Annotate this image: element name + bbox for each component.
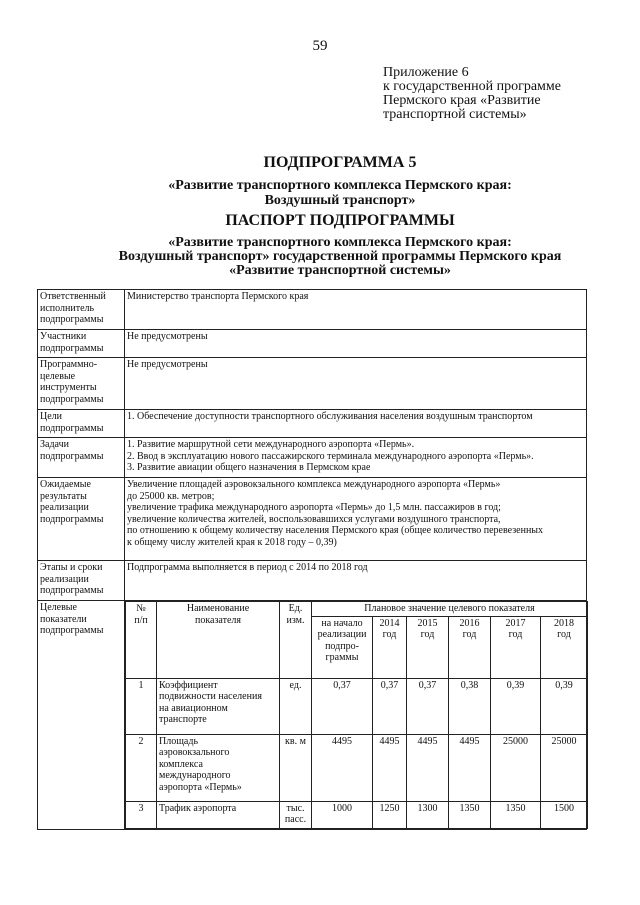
- indicators-table: [125, 601, 588, 829]
- header-plan: Плановое значение целевого показателя: [312, 602, 588, 617]
- header-num: [126, 602, 157, 679]
- cell-value: 4495: [407, 734, 449, 801]
- passport-name-line: «Развитие транспортной системы»: [229, 263, 451, 278]
- row-value: [125, 478, 587, 561]
- name-line: транспорте: [159, 714, 207, 725]
- name-line: на авиационном: [159, 702, 228, 714]
- page-number: 59: [312, 38, 328, 54]
- row-indicators: [38, 601, 587, 830]
- label-line: подпрограммы: [40, 450, 104, 462]
- row-stages: [38, 561, 587, 601]
- appendix-line: к государственной программе: [383, 79, 561, 94]
- row-goals: [38, 410, 587, 438]
- cell-value: 4495: [449, 734, 491, 801]
- year-word: год: [557, 629, 571, 640]
- passport-table: [37, 289, 587, 830]
- indicators-cell: [125, 601, 587, 830]
- header-line: Ед.: [288, 603, 303, 614]
- row-label: [38, 330, 125, 358]
- name-line: Коэффициент: [159, 679, 218, 691]
- passport-name: [60, 236, 620, 278]
- appendix-line: Пермского края «Развитие: [383, 93, 541, 108]
- name-line: аэровокзального: [159, 747, 230, 758]
- task-line: 3. Развитие авиации общего назначения в Пермском крае: [127, 462, 371, 473]
- cell-value: 1250: [373, 801, 407, 828]
- indicators-header-row: [126, 602, 588, 617]
- label-line: показатели: [40, 613, 87, 625]
- year-number: 2016: [459, 617, 480, 629]
- cell-num: 3: [126, 801, 157, 828]
- header-line: Наименование: [186, 603, 250, 614]
- header-year: [373, 616, 407, 678]
- header-line: реализации: [317, 629, 367, 640]
- label-line: Участники: [40, 331, 87, 342]
- result-line: по отношению к общему количеству населения Пермского края (общее количество перевезенных: [127, 525, 544, 536]
- cell-value: 25000: [491, 734, 541, 801]
- cell-name: [157, 801, 280, 828]
- label-line: подпрограммы: [40, 314, 104, 325]
- label-line: подпрограммы: [40, 625, 104, 636]
- passport-title: ПАСПОРТ ПОДПРОГРАММЫ: [225, 212, 455, 229]
- cell-value: 25000: [541, 734, 588, 801]
- name-line: аэропорта «Пермь»: [159, 781, 242, 793]
- cell-value: 0,39: [541, 678, 588, 734]
- header-unit: [280, 602, 312, 679]
- year-word: год: [420, 629, 435, 640]
- year-word: год: [508, 629, 523, 640]
- row-label: [38, 358, 125, 410]
- subprogram-name-line: «Развитие транспортного комплекса Пермского края:: [168, 178, 512, 193]
- name-line: Площадь: [159, 735, 198, 747]
- subprogram-name: [60, 178, 620, 208]
- cell-value: 0,37: [312, 678, 373, 734]
- appendix-note: [383, 66, 623, 122]
- label-line: Этапы и сроки: [40, 562, 103, 573]
- cell-value: 0,39: [491, 678, 541, 734]
- row-label: [38, 561, 125, 601]
- header-start: [312, 616, 373, 678]
- row-label: [38, 438, 125, 478]
- name-line: комплекса: [159, 758, 203, 770]
- subprogram-title: ПОДПРОГРАММА 5: [263, 154, 417, 171]
- cell-value: 1000: [312, 801, 373, 828]
- cell-value: 0,37: [407, 678, 449, 734]
- table-row: [126, 678, 588, 734]
- cell-name: [157, 678, 280, 734]
- appendix-line: транспортной системы»: [383, 107, 527, 122]
- label-line: подпрограммы: [40, 393, 104, 405]
- label-line: реализации: [40, 502, 89, 513]
- cell-value: 1500: [541, 801, 588, 828]
- cell-num: 1: [126, 678, 157, 734]
- cell-unit: кв. м: [280, 734, 312, 801]
- cell-name: [157, 734, 280, 801]
- year-number: 2017: [505, 617, 526, 629]
- cell-value: 0,38: [449, 678, 491, 734]
- result-line: к общему числу жителей края к 2018 году – 0,39): [127, 536, 337, 548]
- year-number: 2015: [417, 617, 438, 629]
- cell-unit: ед.: [280, 678, 312, 734]
- label-line: результаты: [40, 490, 87, 502]
- label-line: целевые: [40, 370, 76, 382]
- row-results: [38, 478, 587, 561]
- label-line: подпрограммы: [40, 342, 104, 354]
- row-participants: [38, 330, 587, 358]
- row-value: Не предусмотрены: [125, 358, 587, 410]
- table-row: [126, 801, 588, 828]
- label-line: исполнитель: [40, 302, 95, 314]
- header-name: [157, 602, 280, 679]
- name-line: международного: [159, 770, 231, 781]
- row-value: Министерство транспорта Пермского края: [125, 290, 587, 330]
- name-line: Трафик аэропорта: [159, 802, 237, 814]
- row-value: 1. Обеспечение доступности транспортного обслуживания населения воздушным транспортом: [125, 410, 587, 438]
- year-word: год: [462, 629, 477, 640]
- header-line: подпро-: [325, 640, 359, 652]
- header-line: №: [136, 603, 146, 614]
- header-line: п/п: [134, 614, 148, 626]
- header-line: граммы: [325, 652, 359, 663]
- unit-line: тыс.: [286, 802, 305, 814]
- cell-value: 1350: [491, 801, 541, 828]
- label-line: Программно-: [40, 359, 98, 370]
- year-word: год: [382, 629, 397, 640]
- cell-value: 0,37: [373, 678, 407, 734]
- header-line: изм.: [286, 614, 305, 626]
- subprogram-name-line: Воздушный транспорт»: [264, 193, 416, 208]
- label-line: Задачи: [40, 439, 69, 450]
- row-value: [125, 438, 587, 478]
- cell-value: 4495: [373, 734, 407, 801]
- row-label: [38, 478, 125, 561]
- label-line: инструменты: [40, 382, 97, 393]
- label-line: Ожидаемые: [40, 479, 91, 490]
- result-line: увеличение трафика международного аэропорта «Пермь» до 1,5 млн. пассажиров в год;: [127, 502, 501, 513]
- label-line: подпрограммы: [40, 513, 104, 525]
- unit-line: пасс.: [284, 814, 307, 825]
- table-row: [126, 734, 588, 801]
- row-label: [38, 410, 125, 438]
- cell-unit: [280, 801, 312, 828]
- header-line: на начало: [321, 617, 363, 629]
- header-line: показателя: [194, 614, 242, 626]
- result-line: до 25000 кв. метров;: [127, 490, 215, 502]
- row-value: Подпрограмма выполняется в период с 2014 по 2018 год: [125, 561, 587, 601]
- row-label: [38, 601, 125, 830]
- result-line: Увеличение площадей аэровокзального комплекса международного аэропорта «Пермь»: [127, 479, 501, 490]
- cell-num: 2: [126, 734, 157, 801]
- name-line: подвижности населения: [159, 691, 262, 702]
- passport-name-line: Воздушный транспорт» государственной программы Пермского края: [118, 249, 562, 264]
- year-number: 2018: [554, 617, 574, 629]
- row-instruments: [38, 358, 587, 410]
- header-year: [449, 616, 491, 678]
- label-line: Ответственный: [40, 291, 106, 302]
- label-line: реализации: [40, 573, 89, 585]
- cell-value: 4495: [312, 734, 373, 801]
- row-label: [38, 290, 125, 330]
- year-number: 2014: [379, 617, 400, 629]
- row-value: Не предусмотрены: [125, 330, 587, 358]
- row-executor: [38, 290, 587, 330]
- label-line: подпрограммы: [40, 422, 104, 434]
- appendix-line: Приложение 6: [383, 65, 469, 80]
- cell-value: 1350: [449, 801, 491, 828]
- label-line: Целевые: [40, 602, 77, 613]
- header-year: [541, 616, 588, 678]
- passport-name-line: «Развитие транспортного комплекса Пермского края:: [168, 235, 512, 250]
- task-line: 2. Ввод в эксплуатацию нового пассажирского терминала международного аэропорта «Пермь».: [127, 450, 534, 462]
- cell-value: 1300: [407, 801, 449, 828]
- header-year: [407, 616, 449, 678]
- row-tasks: [38, 438, 587, 478]
- label-line: Цели: [40, 411, 63, 422]
- label-line: подпрограммы: [40, 585, 104, 596]
- header-year: [491, 616, 541, 678]
- task-line: 1. Развитие маршрутной сети международного аэропорта «Пермь».: [127, 439, 415, 450]
- result-line: увеличение количества жителей, воспользовавшихся услугами воздушного транспорта,: [127, 513, 501, 525]
